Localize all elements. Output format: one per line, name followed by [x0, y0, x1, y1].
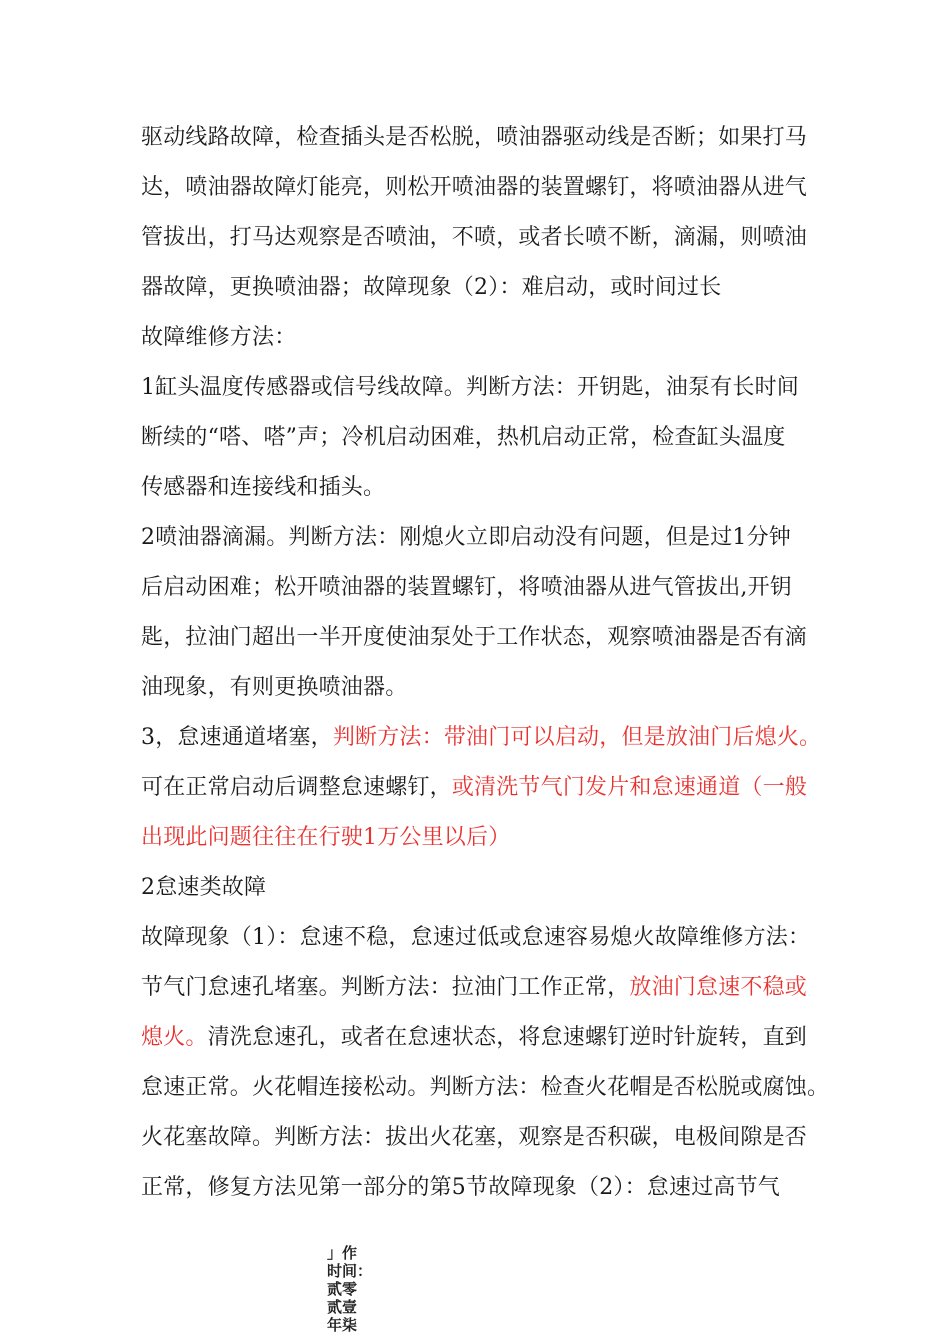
text-segment: 油现象，有则更换喷油器。	[141, 675, 408, 700]
text-line	[141, 1124, 807, 1152]
text-line	[141, 274, 721, 302]
text-segment: 节气门怠速孔堵塞。判断方法：拉油门工作正常，	[141, 975, 630, 1000]
text-line	[141, 124, 807, 152]
text-line	[141, 324, 296, 352]
text-line	[141, 1024, 807, 1052]
text-segment: 驱动线路故障，检查插头是否松脱，喷油器驱动线是否断；如果打马	[141, 125, 808, 150]
footer-vertical-note	[327, 1244, 371, 1334]
text-line	[141, 424, 786, 452]
text-line	[141, 724, 821, 752]
footer-line: 时间：	[327, 1262, 373, 1280]
text-line	[141, 874, 266, 902]
footer-line: 」作	[327, 1244, 358, 1262]
footer-line: 年柒	[327, 1316, 358, 1334]
text-segment: 2喷油器滴漏。判断方法：刚熄火立即启动没有问题，但是过1分钟	[141, 525, 791, 550]
text-line	[141, 924, 810, 952]
text-segment: 正常，修复方法见第一部分的第5节故障现象（2）：怠速过高节气	[141, 1175, 780, 1200]
highlighted-text: 放油门怠速不稳或	[629, 975, 808, 1000]
text-line	[141, 474, 385, 502]
text-line	[141, 774, 807, 802]
text-segment: 清洗怠速孔，或者在怠速状态，将怠速螺钉逆时针旋转，直到	[207, 1025, 808, 1050]
highlighted-text: 熄火。	[141, 1025, 208, 1050]
footer-line: 贰零	[327, 1280, 358, 1298]
text-segment: 器故障，更换喷油器；故障现象（2）：难启动，或时间过长	[141, 275, 722, 300]
text-segment: 故障现象（1）：怠速不稳，怠速过低或怠速容易熄火故障维修方法：	[141, 925, 811, 950]
text-segment: 1缸头温度传感器或信号线故障。判断方法：开钥匙，油泵有长时间	[141, 375, 799, 400]
highlighted-text: 出现此问题往往在行驶1万公里以后）	[141, 825, 511, 850]
text-line	[141, 974, 807, 1002]
footer-line: 贰壹	[327, 1298, 358, 1316]
highlighted-text: 或清洗节气门发片和怠速通道（一般	[451, 775, 808, 800]
text-line	[141, 824, 510, 852]
text-line	[141, 1074, 829, 1102]
text-line	[141, 624, 807, 652]
text-line	[141, 1174, 780, 1202]
text-line	[141, 674, 407, 702]
text-segment: 火花塞故障。判断方法：拔出火花塞，观察是否积碳，电极间隙是否	[141, 1125, 808, 1150]
text-segment: 可在正常启动后调整怠速螺钉，	[141, 775, 452, 800]
text-line	[141, 574, 792, 602]
text-segment: 断续的“嗒、嗒”声；冷机启动困难，热机启动正常，检查缸头温度	[141, 425, 786, 450]
highlighted-text: 判断方法：带油门可以启动，但是放油门后熄火。	[332, 725, 822, 750]
text-segment: 2怠速类故障	[141, 875, 267, 900]
text-segment: 传感器和连接线和插头。	[141, 475, 386, 500]
text-line	[141, 374, 799, 402]
text-segment: 后启动困难；松开喷油器的装置螺钉，将喷油器从进气管拔出,开钥	[141, 575, 792, 600]
text-line	[141, 174, 807, 202]
text-segment: 故障维修方法：	[141, 325, 297, 350]
text-segment: 匙，拉油门超出一半开度使油泵处于工作状态，观察喷油器是否有滴	[141, 625, 808, 650]
text-segment: 管拔出，打马达观察是否喷油，不喷，或者长喷不断，滴漏，则喷油	[141, 225, 808, 250]
text-line	[141, 524, 791, 552]
text-segment: 达，喷油器故障灯能亮，则松开喷油器的装置螺钉，将喷油器从进气	[141, 175, 808, 200]
text-segment: 怠速正常。火花帽连接松动。判断方法：检查火花帽是否松脱或腐蚀。	[141, 1075, 830, 1100]
text-line	[141, 224, 807, 252]
text-segment: 3，怠速通道堵塞，	[141, 725, 333, 750]
